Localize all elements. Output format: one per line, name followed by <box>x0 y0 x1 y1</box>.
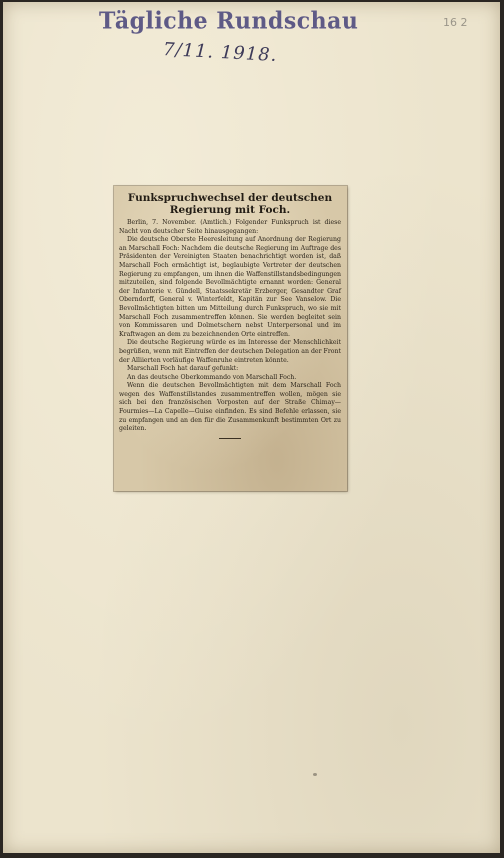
clipping-paragraph: Die deutsche Oberste Heeresleitung auf Anordnung der Regierung an Marschall Foch: Nachdem die deutsche Regierung im Auftrage des Präsidenten der Vereinigten Staaten benachrichtigt worden ist, daß Marschall Foch ermächtigt ist, beglaubigte Vertreter der deutschen Regierung zu empfangen, um ihnen die Waffenstillstandsbedingungen mitzuteilen, sind folgende Bevollmächtigte ernannt worden: General der Infanterie v. Gündell, Staatssekretär Erzberger, Gesandter Graf Oberndorff, General v. Winterfeldt, Kapitän zur See Vanselow. Die Bevollmächtigten bitten um Mitteilung durch Funkspruch, wo sie mit Marschall Foch zusammentreffen können. Sie werden begleitet sein von Kommissaren und Dolmetschern nebst Unterpersonal und im Kraftwagen an dem zu bezeichnenden Orte eintreffen. <box>119 236 341 338</box>
clipping-headline: Funkspruchwechsel der deutschen Regierung mit Foch. <box>127 192 333 216</box>
newspaper-clipping <box>114 186 347 491</box>
clipping-paragraph: Wenn die deutschen Bevollmächtigten mit dem Marschall Foch wegen des Waffenstillstandes zusammentreffen wollen, mögen sie sich bei den französischen Vorposten auf der Straße Chimay—Fourmies—La Capelle—Guise einfinden. Es sind Befehle erlassen, sie zu empfangen und an den für die Zusammenkunft bestimmten Ort zu geleiten. <box>119 382 341 433</box>
handwritten-date: 7/11. 1918. <box>162 39 278 66</box>
clipping-body <box>119 219 341 434</box>
end-rule <box>219 438 241 439</box>
paper-speck <box>313 773 317 776</box>
pencil-annotation: 16 2 <box>443 16 468 29</box>
archive-sheet <box>3 2 500 853</box>
clipping-paragraph: An das deutsche Oberkommando von Marschall Foch. <box>127 373 297 381</box>
clipping-paragraph: Die deutsche Regierung würde es im Interesse der Menschlichkeit begrüßen, wenn mit Eintreffen der deutschen Delegation an der Front der Alliierten vorläufige Waffenruhe eintreten könnte. <box>119 339 341 364</box>
newspaper-name-stamp: Tägliche Rundschau <box>99 7 359 35</box>
clipping-paragraph: Marschall Foch hat darauf gefunkt: <box>127 365 239 373</box>
clipping-paragraph: Berlin, 7. November. (Amtlich.) Folgender Funkspruch ist diese Nacht von deutscher Seite hinausgegangen: <box>119 219 341 235</box>
